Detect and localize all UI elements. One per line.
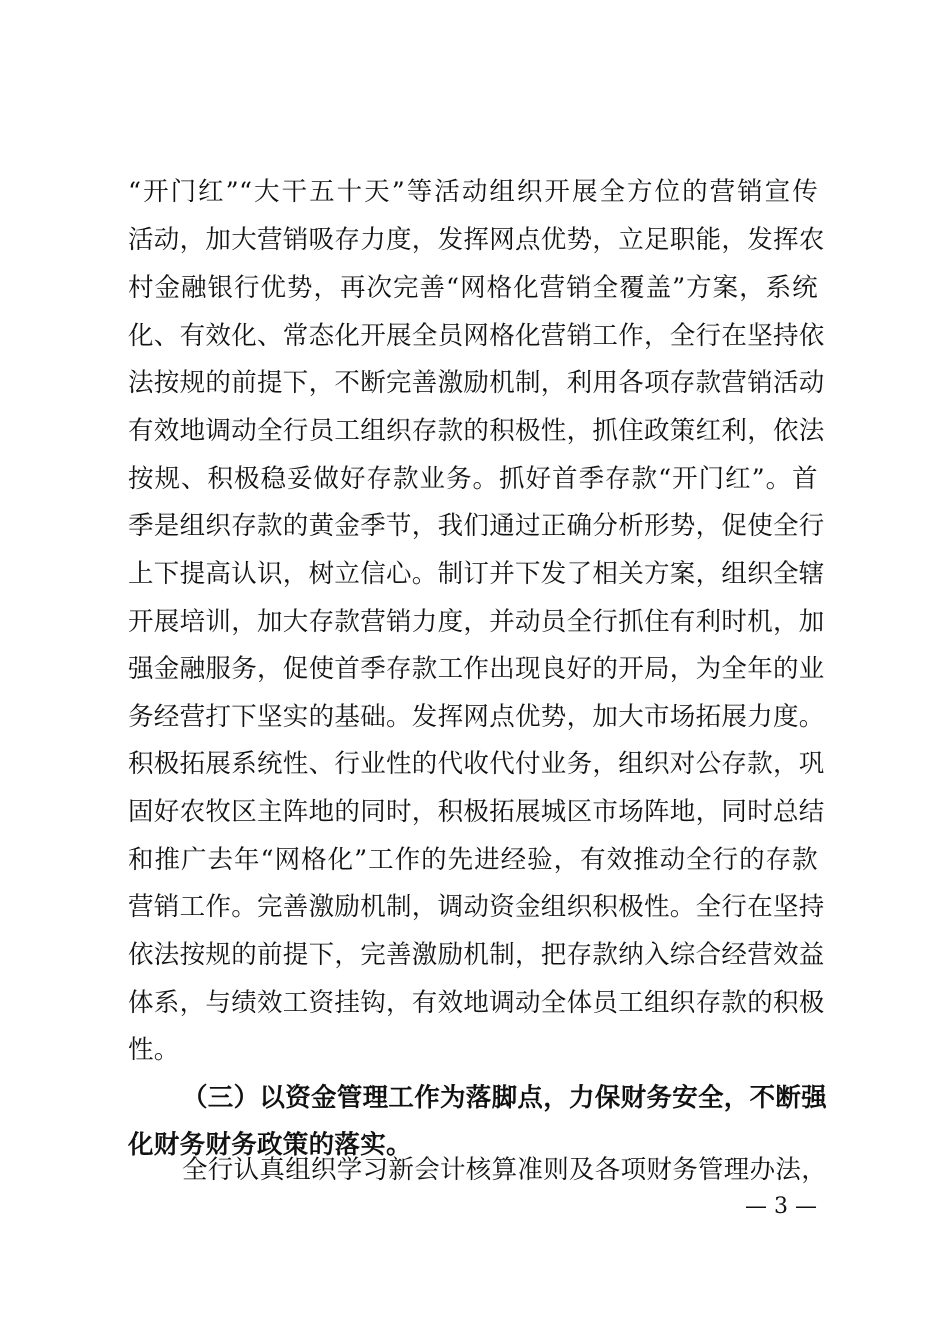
body-text-line: 强金融服务，促使首季存款工作出现良好的开局，为全年的业 [128,654,825,684]
body-text-line: 体系，与绩效工资挂钩，有效地调动全体员工组织存款的积极 [128,988,825,1018]
body-text-line: 务经营打下坚实的基础。发挥网点优势，加大市场拓展力度。 [128,702,825,732]
body-text-line: 固好农牧区主阵地的同时，积极拓展城区市场阵地，同时总结 [128,797,825,827]
body-text-line: 化、有效化、常态化开展全员网格化营销工作，全行在坚持依 [128,321,825,351]
body-text-line: 村金融银行优势，再次完善“网格化营销全覆盖”方案，系统 [128,273,818,303]
body-text-line: 和推广去年“网格化”工作的先进经验，有效推动全行的存款 [128,845,818,875]
section-heading-line: （三）以资金管理工作为落脚点，力保财务安全，不断强 [182,1083,828,1113]
body-text-line: 按规、积极稳妥做好存款业务。抓好首季存款“开门红”。首 [128,464,818,494]
body-text-line: 季是组织存款的黄金季节，我们通过正确分析形势，促使全行 [128,511,825,541]
body-text-line: 有效地调动全行员工组织存款的积极性，抓住政策红利，依法 [128,416,825,446]
page-number: — 3 — [745,1194,817,1219]
body-text-line: 依法按规的前提下，完善激励机制，把存款纳入综合经营效益 [128,940,825,970]
body-text-line: 营销工作。完善激励机制，调动资金组织积极性。全行在坚持 [128,892,825,922]
body-text-line: 性。 [128,1035,180,1065]
body-text-line: 开展培训，加大存款营销力度，并动员全行抓住有利时机，加 [128,607,825,637]
body-text-line: 全行认真组织学习新会计核算准则及各项财务管理办法， [182,1155,828,1185]
body-text-line: 法按规的前提下，不断完善激励机制，利用各项存款营销活动 [128,368,825,398]
body-text-line: “开门红”“大干五十天”等活动组织开展全方位的营销宣传 [128,177,818,207]
body-text-line: 活动，加大营销吸存力度，发挥网点优势，立足职能，发挥农 [128,225,825,255]
section-heading-line: 化财务财务政策的落实。 [128,1130,412,1160]
body-text-line: 上下提高认识，树立信心。制订并下发了相关方案，组织全辖 [128,559,825,589]
body-text-line: 积极拓展系统性、行业性的代收代付业务，组织对公存款，巩 [128,749,825,779]
